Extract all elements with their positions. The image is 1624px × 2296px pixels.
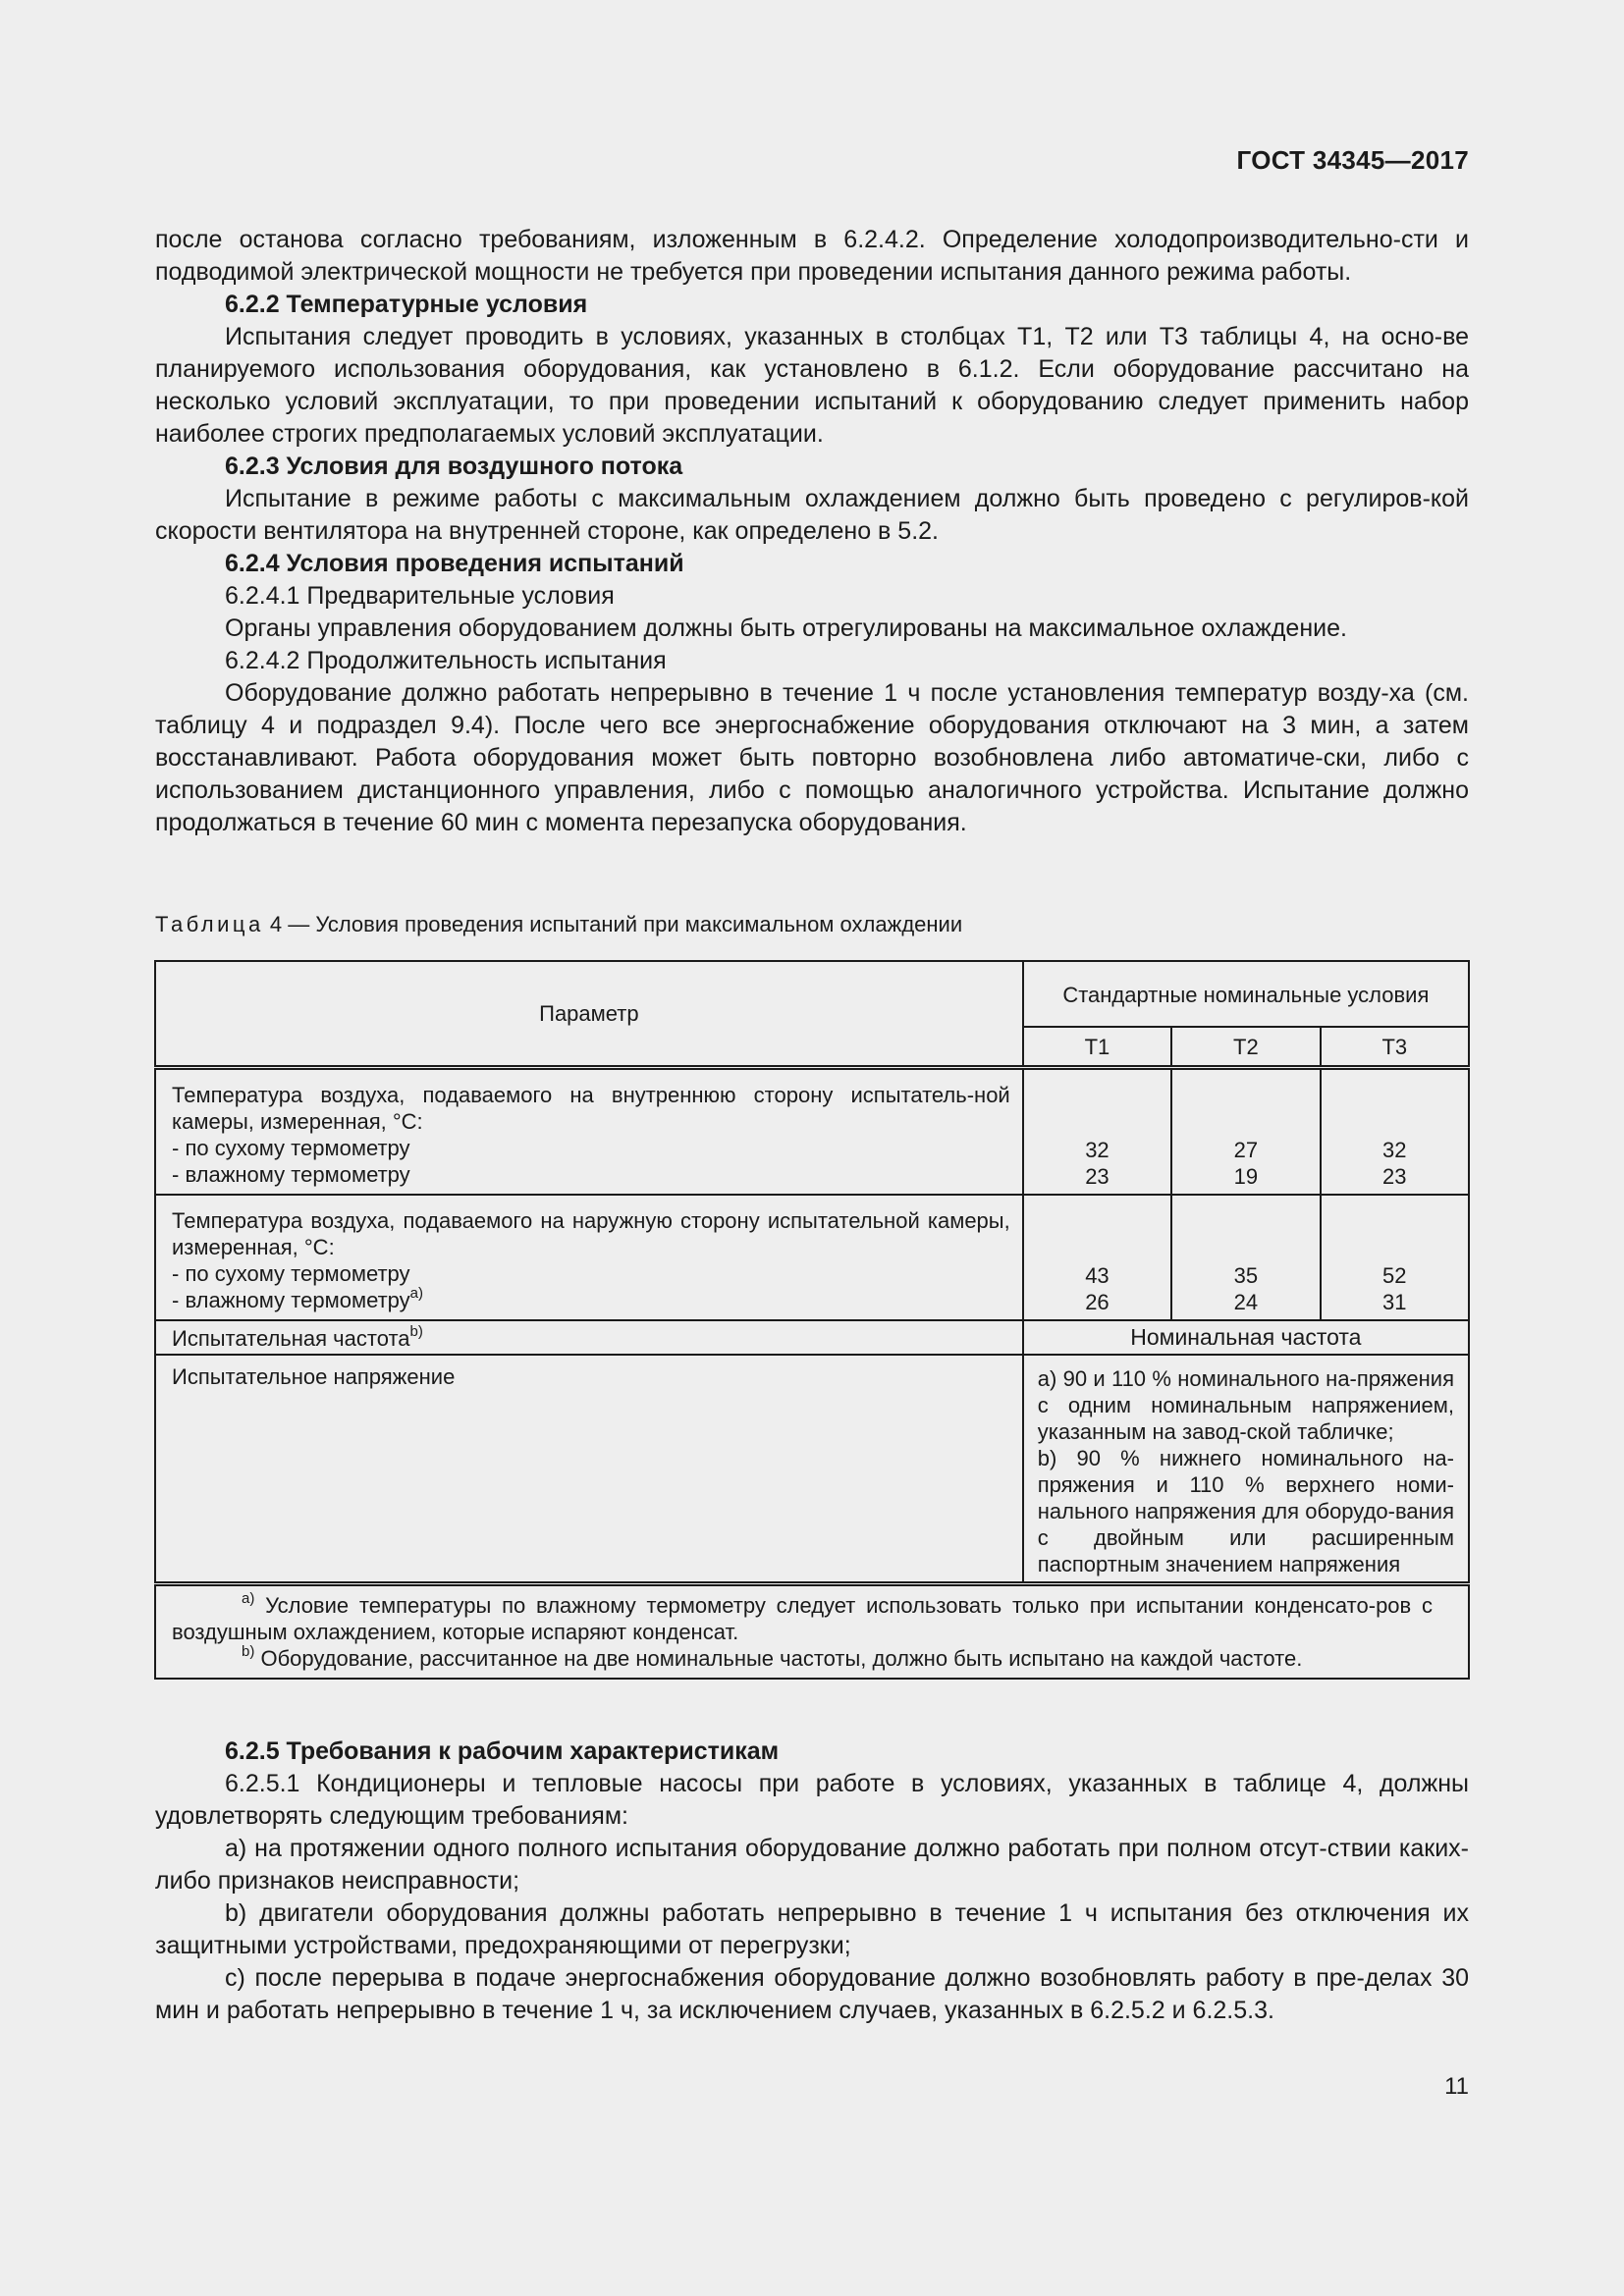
value-dry: 32 (1085, 1138, 1110, 1162)
list-item-a: a) на протяжении одного полного испытания оборудование должно работать при полном отсут-ствии каких-либо признаков неисправности; (155, 1835, 1469, 1895)
paragraph-6-2-4-2: Оборудование должно работать непрерывно в течение 1 ч после установления температур возду-ха (см. таблицу 4 и подраздел 9.4). После чего все энергоснабжение оборудования отключают на 3 мин, а затем восстанавливают. Работа оборудования может быть повторно возобновлена либо автоматиче-ски, либо с использованием дистанционного управления, либо с помощью аналогичного устройства. Испытание должно продолжаться в течение 60 мин с момента перезапуска оборудования. (155, 679, 1469, 836)
row-outdoor-dry: - по сухому термометру (172, 1261, 410, 1286)
cell-outdoor-t1 (1023, 1195, 1171, 1320)
table-row (155, 1320, 1469, 1355)
value-dry: 52 (1382, 1263, 1407, 1288)
heading-6-2-4: 6.2.4 Условия проведения испытаний (225, 550, 684, 577)
cell-indoor-t2 (1171, 1068, 1320, 1196)
value-dry: 32 (1382, 1138, 1407, 1162)
cell-indoor-t3 (1321, 1068, 1469, 1196)
table-row (155, 1355, 1469, 1584)
header-parameter: Параметр (155, 961, 1023, 1068)
header-standard-conditions: Стандартные номинальные условия (1023, 961, 1469, 1027)
footnote-b-text: Оборудование, рассчитанное на две номинальные частоты, должно быть испытано на каждой частоте. (254, 1646, 1303, 1671)
footnote-a (172, 1589, 1433, 1645)
cell-indoor-t1 (1023, 1068, 1171, 1196)
value-wet: 23 (1382, 1164, 1407, 1189)
cell-outdoor-t3 (1321, 1195, 1469, 1320)
document-header: ГОСТ 34345—2017 (1236, 145, 1469, 175)
body-text-bottom (155, 1735, 1469, 2027)
table-caption-title: 4 — Условия проведения испытаний при максимальном охлаждении (263, 912, 963, 936)
value-dry: 35 (1233, 1263, 1259, 1288)
row-test-voltage: Испытательное напряжение (155, 1355, 1023, 1584)
footnote-b-mark: b) (242, 1642, 255, 1660)
value-wet: 23 (1085, 1164, 1110, 1189)
table-4 (154, 960, 1470, 1680)
value-dry: 43 (1085, 1263, 1110, 1288)
footnote-b (172, 1642, 1433, 1672)
heading-6-2-2: 6.2.2 Температурные условия (225, 291, 588, 318)
table-header-row (155, 961, 1469, 1027)
list-item-c: c) после перерыва в подаче энергоснабжения оборудование должно возобновлять работу в пре-делах 30 мин и работать непрерывно в течение 1 ч, за исключением случаев, указанных в 6.2.5.2 и 6.2.5.3. (155, 1964, 1469, 2024)
heading-6-2-5: 6.2.5 Требования к рабочим характеристикам (225, 1737, 780, 1765)
header-t2: Т2 (1171, 1027, 1320, 1068)
value-wet: 19 (1233, 1164, 1259, 1189)
row-outdoor-wet (172, 1284, 1010, 1313)
table-caption (155, 912, 962, 937)
row-test-frequency (155, 1320, 1023, 1355)
body-text-top (155, 224, 1469, 839)
footnote-mark-a: a) (409, 1284, 423, 1302)
table-footnotes (155, 1584, 1469, 1680)
row-outdoor-wet-label: - влажному термометру (172, 1288, 410, 1312)
paragraph-6-2-2: Испытания следует проводить в условиях, указанных в столбцах Т1, Т2 или Т3 таблицы 4, на осно-ве планируемого использования оборудования, как установлено в 6.1.2. Если оборудование рассчитано на несколько условий эксплуатации, то при проведении испытаний к оборудованию следует применить набор наиболее строгих предполагаемых условий эксплуатации. (155, 323, 1469, 448)
table-row (155, 1195, 1469, 1320)
paragraph-6-2-4-1: Органы управления оборудованием должны быть отрегулированы на максимальное охлаждение. (225, 614, 1347, 642)
footnote-a-mark: a) (242, 1589, 255, 1607)
heading-6-2-3: 6.2.3 Условия для воздушного потока (225, 453, 683, 480)
voltage-option-a: a) 90 и 110 % номинального на-пряжения с одним номинальным напряжением, указанным на завод-ской табличке; (1037, 1366, 1454, 1444)
table-caption-label: Таблица (155, 912, 264, 936)
table-row (155, 1068, 1469, 1196)
header-t3: Т3 (1321, 1027, 1469, 1068)
cell-test-frequency-value: Номинальная частота (1023, 1320, 1469, 1355)
row-indoor-air-temperature (155, 1068, 1023, 1196)
header-t1: Т1 (1023, 1027, 1171, 1068)
voltage-option-b: b) 90 % нижнего номинального на-пряжения и 110 % верхнего номи-нального напряжения для оборудо-вания с двойным или расширенным паспортным значением напряжения (1037, 1446, 1454, 1576)
paragraph-continuation: после останова согласно требованиям, изложенным в 6.2.4.2. Определение холодопроизводительно-сти и подводимой электрической мощности не требуется при проведении испытания данного режима работы. (155, 226, 1469, 286)
paragraph-6-2-3: Испытание в режиме работы с максимальным охлаждением должно быть проведено с регулиров-кой скорости вентилятора на внутренней стороне, как определено в 5.2. (155, 485, 1469, 545)
list-item-b: b) двигатели оборудования должны работать непрерывно в течение 1 ч испытания без отключения их защитными устройствами, предохраняющими от перегрузки; (155, 1899, 1469, 1959)
value-wet: 26 (1085, 1290, 1110, 1314)
row-indoor-dry: - по сухому термометру (172, 1136, 410, 1160)
value-dry: 27 (1233, 1138, 1259, 1162)
paragraph-6-2-5-1: 6.2.5.1 Кондиционеры и тепловые насосы при работе в условиях, указанных в таблице 4, должны удовлетворять следующим требованиям: (155, 1770, 1469, 1830)
row-outdoor-description: Температура воздуха, подаваемого на наружную сторону испытательной камеры, измеренная, °С: (172, 1208, 1010, 1259)
subheading-6-2-4-2: 6.2.4.2 Продолжительность испытания (225, 647, 667, 674)
footnote-a-text: Условие температуры по влажному термометру следует использовать только при испытании конденсато-ров с воздушным охлаждением, которые испаряют конденсат. (172, 1593, 1433, 1644)
footnote-mark-b: b) (409, 1322, 423, 1340)
value-wet: 31 (1382, 1290, 1407, 1314)
subheading-6-2-4-1: 6.2.4.1 Предварительные условия (225, 582, 615, 610)
cell-test-voltage-value (1023, 1355, 1469, 1584)
table-notes-row (155, 1584, 1469, 1680)
row-indoor-wet: - влажному термометру (172, 1162, 410, 1187)
cell-outdoor-t2 (1171, 1195, 1320, 1320)
row-indoor-description: Температура воздуха, подаваемого на внутреннюю сторону испытатель-ной камеры, измеренная, °С: (172, 1083, 1010, 1134)
value-wet: 24 (1233, 1290, 1259, 1314)
row-test-frequency-label: Испытательная частота (172, 1326, 410, 1351)
row-outdoor-air-temperature (155, 1195, 1023, 1320)
page-number: 11 (1444, 2073, 1469, 2100)
